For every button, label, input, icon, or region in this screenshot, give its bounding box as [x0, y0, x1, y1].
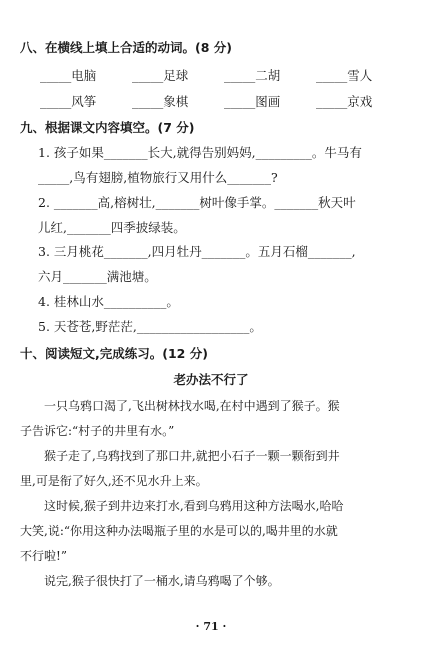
story-title: 老办法不行了	[173, 372, 249, 387]
verb-blank-item: _____象棋	[132, 94, 189, 109]
page-number: · 71 ·	[195, 620, 227, 633]
section-8-title: 八、在横线上填上合适的动词。(8 分)	[20, 40, 232, 55]
verb-blank-item: _____风筝	[40, 94, 97, 109]
story-line: 大笑,说:“你用这种办法喝瓶子里的水是可以的,喝井里的水就	[20, 524, 338, 538]
story-line: 这时候,猴子到井边来打水,看到乌鸦用这种方法喝水,哈哈	[44, 499, 344, 513]
question-3-line-2: 六月_______满池塘。	[38, 269, 157, 284]
story-text	[20, 394, 404, 594]
story-line: 不行啦!”	[20, 549, 67, 563]
question-2-line-2: 儿红,_______四季披绿装。	[38, 220, 186, 235]
question-4: 4. 桂林山水__________。	[38, 294, 179, 309]
question-1-line-2: _____,鸟有翅膀,植物旅行又用什么_______?	[38, 170, 278, 185]
question-3-line-1: 3. 三月桃花_______,四月牡丹_______。五月石榴_______,	[38, 244, 356, 259]
story-line: 一只乌鸦口渴了,飞出树林找水喝,在村中遇到了猴子。猴	[44, 399, 340, 413]
verb-blank-item: _____电脑	[40, 68, 97, 83]
section-9-title: 九、根据课文内容填空。(7 分)	[20, 120, 195, 135]
question-2-line-1: 2. _______高,榕树壮,_______树叶像手掌。_______秋天叶	[38, 195, 356, 210]
question-5: 5. 天苍苍,野茫茫,__________________。	[38, 319, 262, 334]
verb-blank-item: _____雪人	[316, 68, 373, 83]
verb-blank-item: _____二胡	[224, 68, 281, 83]
verb-fill-row-1	[40, 66, 408, 84]
story-line: 子告诉它:“村子的井里有水。”	[20, 424, 175, 438]
story-line: 猴子走了,乌鸦找到了那口井,就把小石子一颗一颗衔到井	[44, 449, 340, 463]
section-10-title: 十、阅读短文,完成练习。(12 分)	[20, 346, 208, 361]
verb-blank-item: _____足球	[132, 68, 189, 83]
verb-blank-item: _____图画	[224, 94, 281, 109]
story-line: 里,可是衔了好久,还不见水升上来。	[20, 474, 208, 488]
verb-fill-row-2	[40, 92, 408, 110]
verb-blank-item: _____京戏	[316, 94, 373, 109]
story-line: 说完,猴子很快打了一桶水,请乌鸦喝了个够。	[44, 574, 280, 588]
question-1-line-1: 1. 孩子如果_______长大,就得告别妈妈,_________。牛马有	[38, 145, 362, 160]
